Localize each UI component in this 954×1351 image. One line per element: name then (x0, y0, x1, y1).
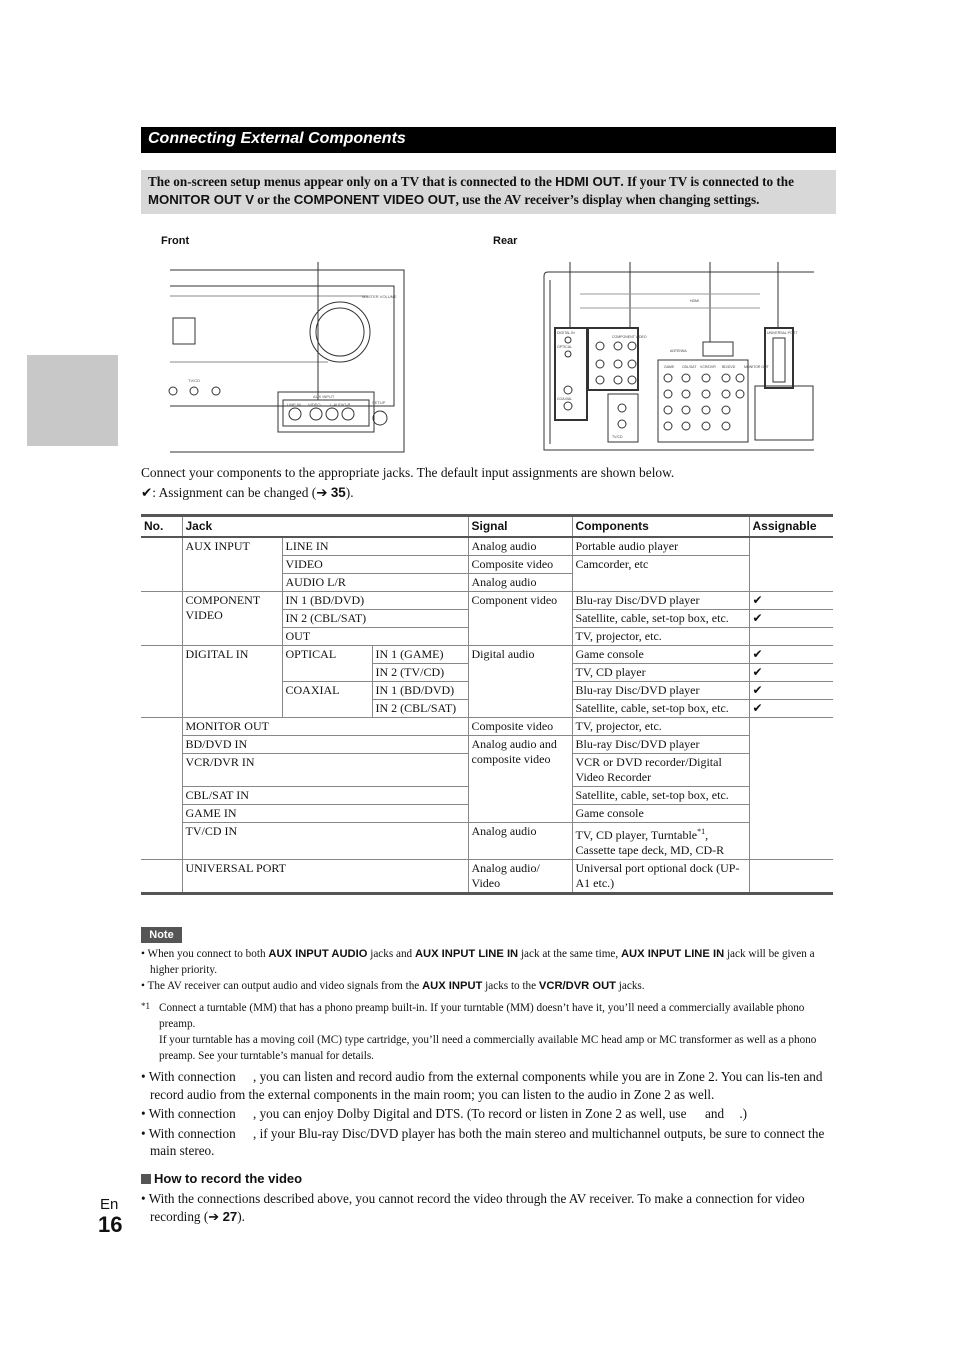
front-aux-input-text: AUX INPUT (313, 394, 335, 399)
bullet-1: • With connection , you can listen and record audio from the external components while you are in Zone 2. You can lis-ten and record audio from the external components in the main room; you can listen to the audio in Zone 2 as well. (141, 1069, 823, 1102)
front-tvcd-text: TV/CD (188, 378, 200, 383)
assignable-cell (749, 537, 833, 592)
intro-line-1: Connect your components to the appropriate jacks. The default input assignments are shown below. (141, 465, 675, 480)
note-text: The AV receiver can output audio and video signals from the (147, 980, 423, 992)
assignable-check-icon: ✔ (749, 682, 833, 700)
table-row (141, 537, 833, 556)
table-row (141, 736, 833, 754)
input-cell: IN 2 (TV/CD) (372, 664, 468, 682)
note-text: jacks and (367, 948, 415, 960)
signal-cell: Digital audio (468, 646, 572, 718)
front-setup-text: SETUP (372, 400, 386, 405)
sub-jack-cell: OUT (282, 628, 468, 646)
bullet-text: and (701, 1106, 728, 1121)
footnote (141, 1000, 836, 1064)
components-cell: Blu-ray Disc/DVD player (572, 592, 749, 610)
signal-cell: Composite video (468, 718, 572, 736)
sub-jack-cell: IN 1 (BD/DVD) (282, 592, 468, 610)
note-item-2: • The AV receiver can output audio and video signals from the AUX INPUT jacks to the VCR/DVR OUT jacks. (141, 980, 645, 992)
notice-text-1: The on-screen setup menus appear only on a TV that is connected to the (148, 174, 556, 189)
signal-cell: Analog audio (468, 537, 572, 556)
note-text: jacks. (615, 980, 645, 992)
components-cell: TV, projector, etc. (572, 628, 749, 646)
arrow-icon: ➔ (316, 485, 328, 500)
assignable-cell (749, 860, 833, 894)
row-no (141, 646, 182, 718)
record-heading-text: How to record the video (154, 1171, 303, 1186)
jack-cell: TV/CD IN (182, 823, 468, 860)
signal-cell: Component video (468, 592, 572, 646)
note-badge: Note (141, 927, 182, 943)
signal-cell: Analog audio and composite video (468, 736, 572, 823)
footnote-mark: *1 (697, 827, 706, 836)
table-row (141, 592, 833, 610)
rear-cbl-text: CBL/SAT (682, 365, 697, 369)
rear-component-text: COMPONENT VIDEO (612, 335, 647, 339)
table-row (141, 823, 833, 860)
header-assignable: Assignable (749, 516, 833, 538)
bullet-text: With connection (148, 1069, 239, 1084)
rear-vcr-text: VCR/DVR (700, 365, 716, 369)
components-cell: Camcorder, etc (572, 556, 749, 592)
intro-line-2 (141, 483, 674, 503)
bullet-text: , if your Blu-ray Disc/DVD player has both the main stereo and multichannel outputs, be sure to connect the main stereo. (150, 1125, 825, 1158)
notice-key-monitor: MONITOR OUT V (148, 192, 254, 207)
note-key: AUX INPUT AUDIO (268, 948, 368, 960)
turntable-text: TV, CD player, Turntable (575, 828, 698, 842)
rear-optical-text: OPTICAL (557, 345, 572, 349)
note-key: AUX INPUT LINE IN (620, 948, 725, 960)
rear-label: Rear (493, 235, 518, 247)
notice-key-hdmi: HDMI OUT (555, 174, 621, 189)
notice-key-component: COMPONENT VIDEO OUT (293, 192, 456, 207)
row-no (141, 718, 182, 860)
components-cell: Game console (572, 805, 749, 823)
footnote-line-1: Connect a turntable (MM) that has a phono preamp built-in. If your turntable (MM) doesn’t have it, you’ll need a commercially available phono preamp. (159, 1002, 805, 1030)
jack-cell: DIGITAL IN (182, 646, 282, 718)
note-item-1: • When you connect to both AUX INPUT AUDIO jacks and AUX INPUT LINE IN jack at the same time, AUX INPUT LINE IN jack will be given a higher priority. (141, 948, 815, 976)
bullet-text: With connection (148, 1125, 239, 1141)
input-assignment-table (141, 514, 833, 895)
input-cell: IN 1 (GAME) (372, 646, 468, 664)
row-no (141, 592, 182, 646)
jack-cell: CBL/SAT IN (182, 787, 468, 805)
assignable-check-icon: ✔ (749, 610, 833, 628)
jack-cell: MONITOR OUT (182, 718, 468, 736)
assignable-check-icon: ✔ (749, 646, 833, 664)
chapter-tab (27, 355, 118, 446)
assignable-check-icon: ✔ (749, 592, 833, 610)
note-key: AUX INPUT LINE IN (414, 948, 519, 960)
components-cell: Satellite, cable, set-top box, etc. (572, 700, 749, 718)
rear-universal-text: UNIVERSAL PORT (767, 331, 798, 335)
signal-cell: Composite video (468, 556, 572, 574)
intro-page-ref: 35 (330, 485, 346, 500)
check-icon: ✔ (141, 485, 153, 500)
front-label: Front (161, 235, 190, 247)
notes (141, 946, 836, 1064)
square-bullet-icon (141, 1174, 151, 1184)
record-text: With the connections described above, you cannot record the video through the AV receiver. To make a connection for video recording ( (148, 1191, 805, 1224)
bullet-text: , you can listen and record audio from the external components while you are in Zone 2. You can lis-ten and record audio from the external components in the main room; you can listen to the audio in Zone 2 as well. (150, 1069, 823, 1102)
record-close: ). (237, 1208, 245, 1224)
components-cell: TV, CD player (572, 664, 749, 682)
intro-text (141, 463, 674, 503)
header-jack: Jack (182, 516, 468, 538)
rear-bd-text: BD/DVD (722, 365, 736, 369)
components-cell: Blu-ray Disc/DVD player (572, 682, 749, 700)
note-key: VCR/DVR OUT (538, 980, 616, 992)
components-cell: VCR or DVD recorder/Digital Video Recorder (572, 754, 749, 787)
rear-tvcd-text: TV/CD (612, 435, 623, 439)
header-signal: Signal (468, 516, 572, 538)
input-cell: IN 2 (CBL/SAT) (372, 700, 468, 718)
header-no: No. (141, 516, 182, 538)
assignable-cell (749, 718, 833, 860)
rear-digital-in-text: DIGITAL IN (557, 331, 575, 335)
footnote-line-2: If your turntable has a moving coil (MC) type cartridge, you’ll need a commercially available MC head amp or MC transformer as well as a phono preamp. See your turntable’s manual for details. (159, 1034, 817, 1062)
table-header-row (141, 516, 833, 538)
signal-cell: Analog audio (468, 574, 572, 592)
connection-bullets (141, 1068, 838, 1162)
header-components: Components (572, 516, 749, 538)
jack-cell: GAME IN (182, 805, 468, 823)
table-row (141, 718, 833, 736)
arrow-icon: ➔ (208, 1208, 220, 1224)
sub-jack-cell: VIDEO (282, 556, 468, 574)
page-number: 16 (98, 1212, 123, 1237)
sub-jack-cell: OPTICAL (282, 646, 372, 682)
sub-jack-cell: LINE IN (282, 537, 468, 556)
rear-antenna-text: ANTENNA (670, 349, 687, 353)
sub-jack-cell: IN 2 (CBL/SAT) (282, 610, 468, 628)
intro-close: ). (345, 485, 354, 500)
signal-cell: Analog audio (468, 823, 572, 860)
bullet-3: • With connection , if your Blu-ray Disc/DVD player has both the main stereo and multichannel outputs, be sure to connect the main stereo. (141, 1125, 825, 1158)
components-cell: Satellite, cable, set-top box, etc. (572, 787, 749, 805)
input-cell: IN 1 (BD/DVD) (372, 682, 468, 700)
jack-cell: COMPONENT VIDEO (182, 592, 282, 646)
note-text: jacks to the (482, 980, 539, 992)
record-bullet: • With the connections described above, you cannot record the video through the AV receiver. To make a connection for video recording (➔ 27). (141, 1191, 805, 1224)
intro-assign-text: : Assignment can be changed ( (152, 485, 317, 500)
components-cell: TV, projector, etc. (572, 718, 749, 736)
jack-cell: VCR/DVR IN (182, 754, 468, 787)
front-master-volume-text: MASTER VOLUME (362, 294, 397, 299)
front-video-text: VIDEO (308, 402, 321, 407)
setup-notice (141, 170, 836, 214)
components-cell: Portable audio player (572, 537, 749, 556)
rear-game-text: GAME (664, 365, 675, 369)
rear-coaxial-text: COAXIAL (557, 397, 573, 401)
turntable-rest: , Cassette tape deck, MD, CD-R (575, 828, 725, 857)
row-no (141, 537, 182, 592)
note-text: jack will be given a higher priority. (150, 948, 815, 976)
jack-cell: BD/DVD IN (182, 736, 468, 754)
sub-jack-cell: COAXIAL (282, 682, 372, 718)
record-page-ref: 27 (222, 1208, 238, 1224)
note-text: When you connect to both (147, 948, 269, 960)
table-row (141, 860, 833, 894)
row-no (141, 860, 182, 894)
note-text: jack at the same time, (518, 948, 621, 960)
jack-cell: AUX INPUT (182, 537, 282, 592)
notice-text-2: . If your TV is connected to the (620, 174, 794, 189)
assignable-check-icon: ✔ (749, 700, 833, 718)
rear-monitor-text: MONITOR OUT (744, 365, 769, 369)
bullet-text: , you can enjoy Dolby Digital and DTS. (To record or listen in Zone 2 as well, use (252, 1106, 690, 1121)
jack-cell: UNIVERSAL PORT (182, 860, 468, 894)
record-body (141, 1190, 838, 1225)
components-cell: Satellite, cable, set-top box, etc. (572, 610, 749, 628)
front-audio-text: L-AUDIO-R (330, 402, 351, 407)
components-cell (572, 823, 749, 860)
assignable-check-icon: ✔ (749, 664, 833, 682)
signal-cell: Analog audio/ Video (468, 860, 572, 894)
bullet-text: With connection (148, 1106, 239, 1121)
front-panel-illustration (168, 258, 408, 454)
front-line-in-text: LINE IN (287, 402, 302, 407)
note-key: AUX INPUT (422, 980, 483, 992)
footnote-mark: *1 (141, 1001, 150, 1011)
components-cell: Game console (572, 646, 749, 664)
notice-text-3: or the (254, 192, 294, 207)
rear-panel-illustration (540, 258, 816, 454)
components-cell: Blu-ray Disc/DVD player (572, 736, 749, 754)
components-cell: Universal port optional dock (UP-A1 etc.) (572, 860, 749, 894)
notice-text-4: , use the AV receiver’s display when changing settings. (455, 192, 760, 207)
assignable-cell (749, 628, 833, 646)
bullet-2: • With connection , you can enjoy Dolby Digital and DTS. (To record or listen in Zone 2 as well, use and .) (141, 1106, 748, 1121)
sub-jack-cell: AUDIO L/R (282, 574, 468, 592)
section-title: Connecting External Components (141, 127, 836, 153)
table-row (141, 646, 833, 664)
rear-hdmi-text: HDMI (690, 299, 699, 303)
page-language: En (100, 1196, 119, 1213)
record-heading (141, 1171, 302, 1186)
bullet-text: .) (739, 1106, 748, 1121)
